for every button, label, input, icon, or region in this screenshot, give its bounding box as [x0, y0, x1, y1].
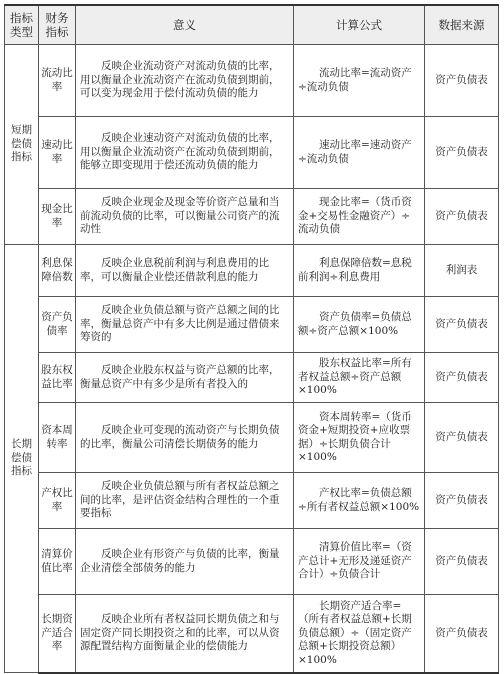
meaning-cell: 反映企业息税前利润与利息费用的比率，可以衡量企业偿还借款利息的能力 [76, 245, 294, 297]
source-cell: 资产负债表 [425, 473, 499, 529]
header-formula: 计算公式 [294, 5, 425, 45]
header-source: 数据来源 [425, 5, 499, 45]
table-row [5, 595, 499, 673]
formula-cell: 产权比率=负债总额÷所有者权益总额×100% [294, 473, 425, 529]
table-row [5, 473, 499, 529]
source-cell: 资产负债表 [425, 189, 499, 245]
meaning-cell: 反映企业可变现的流动资产与长期负债的比率，衡量公司清偿长期债务的能力 [76, 403, 294, 473]
table-row [5, 117, 499, 189]
formula-cell: 长期资产适合率=（所有者权益总额+长期负债总额）÷（固定资产总额+长期投资总额）×100% [294, 595, 425, 673]
formula-cell: 利息保障倍数=息税前利润÷利息费用 [294, 245, 425, 297]
table-row [5, 529, 499, 595]
header-meaning: 意义 [76, 5, 294, 45]
formula-cell: 资本周转率=（货币资金+短期投资+应收票据）÷长期负债合计×100% [294, 403, 425, 473]
table-row [5, 189, 499, 245]
meaning-cell: 反映企业负债总额与所有者权益总额之间的比率，是评估资金结构合理性的一个重要指标 [76, 473, 294, 529]
table-container [4, 4, 498, 674]
indicator-cell: 长期资产适合率 [39, 595, 76, 673]
formula-cell: 现金比率=（货币资金+交易性金融资产）÷流动负债 [294, 189, 425, 245]
indicator-cell: 现金比率 [39, 189, 76, 245]
header-row [5, 5, 499, 45]
table-row [5, 353, 499, 403]
table-row [5, 403, 499, 473]
meaning-cell: 反映企业流动资产对流动负债的比率，用以衡量企业流动资产在流动负债到期前，可以变为现金用于偿付流动负债的能力 [76, 45, 294, 117]
source-cell: 资产负债表 [425, 117, 499, 189]
meaning-cell: 反映企业有形资产与负债的比率，衡量企业清偿全部债务的能力 [76, 529, 294, 595]
indicator-cell: 资本周转率 [39, 403, 76, 473]
source-cell: 资产负债表 [425, 529, 499, 595]
formula-cell: 清算价值比率=（资产总计+无形及递延资产合计）÷负债合计 [294, 529, 425, 595]
indicator-cell: 清算价值比率 [39, 529, 76, 595]
formula-cell: 股东权益比率=所有者权益总额÷资产总额×100% [294, 353, 425, 403]
table-row [5, 297, 499, 353]
indicator-cell: 产权比率 [39, 473, 76, 529]
meaning-cell: 反映企业股东权益与资产总额的比率，衡量总资产中有多少是所有者投入的 [76, 353, 294, 403]
formula-cell: 速动比率=速动资产÷流动负债 [294, 117, 425, 189]
formula-cell: 资产负债率=负债总额÷资产总额×100% [294, 297, 425, 353]
header-category: 指标类型 [5, 5, 39, 45]
category-cell: 长期偿债指标 [5, 245, 39, 673]
meaning-cell: 反映企业所有者权益同长期负债之和与固定资产同长期投资之和的比率，可以从资源配置结构方面衡量企业的偿债能力 [76, 595, 294, 673]
category-cell: 短期偿债指标 [5, 45, 39, 245]
source-cell: 资产负债表 [425, 353, 499, 403]
indicator-cell: 速动比率 [39, 117, 76, 189]
table-row [5, 45, 499, 117]
table-row [5, 245, 499, 297]
indicator-cell: 利息保障倍数 [39, 245, 76, 297]
formula-cell: 流动比率=流动资产÷流动负债 [294, 45, 425, 117]
source-cell: 资产负债表 [425, 595, 499, 673]
meaning-cell: 反映企业现金及现金等价资产总量和当前流动负债的比率，可以衡量公司资产的流动性 [76, 189, 294, 245]
source-cell: 资产负债表 [425, 45, 499, 117]
indicator-cell: 资产负债率 [39, 297, 76, 353]
indicator-cell: 流动比率 [39, 45, 76, 117]
header-indicator: 财务指标 [39, 5, 76, 45]
source-cell: 资产负债表 [425, 297, 499, 353]
financial-indicators-table [4, 4, 499, 674]
source-cell: 资产负债表 [425, 403, 499, 473]
meaning-cell: 反映企业负债总额与资产总额之间的比率，衡量总资产中有多大比例是通过借债来筹资的 [76, 297, 294, 353]
indicator-cell: 股东权益比率 [39, 353, 76, 403]
source-cell: 利润表 [425, 245, 499, 297]
meaning-cell: 反映企业速动资产对流动负债的比率，用以衡量企业流动资产在流动负债到期前，能够立即变现用于偿还流动负债的能力 [76, 117, 294, 189]
